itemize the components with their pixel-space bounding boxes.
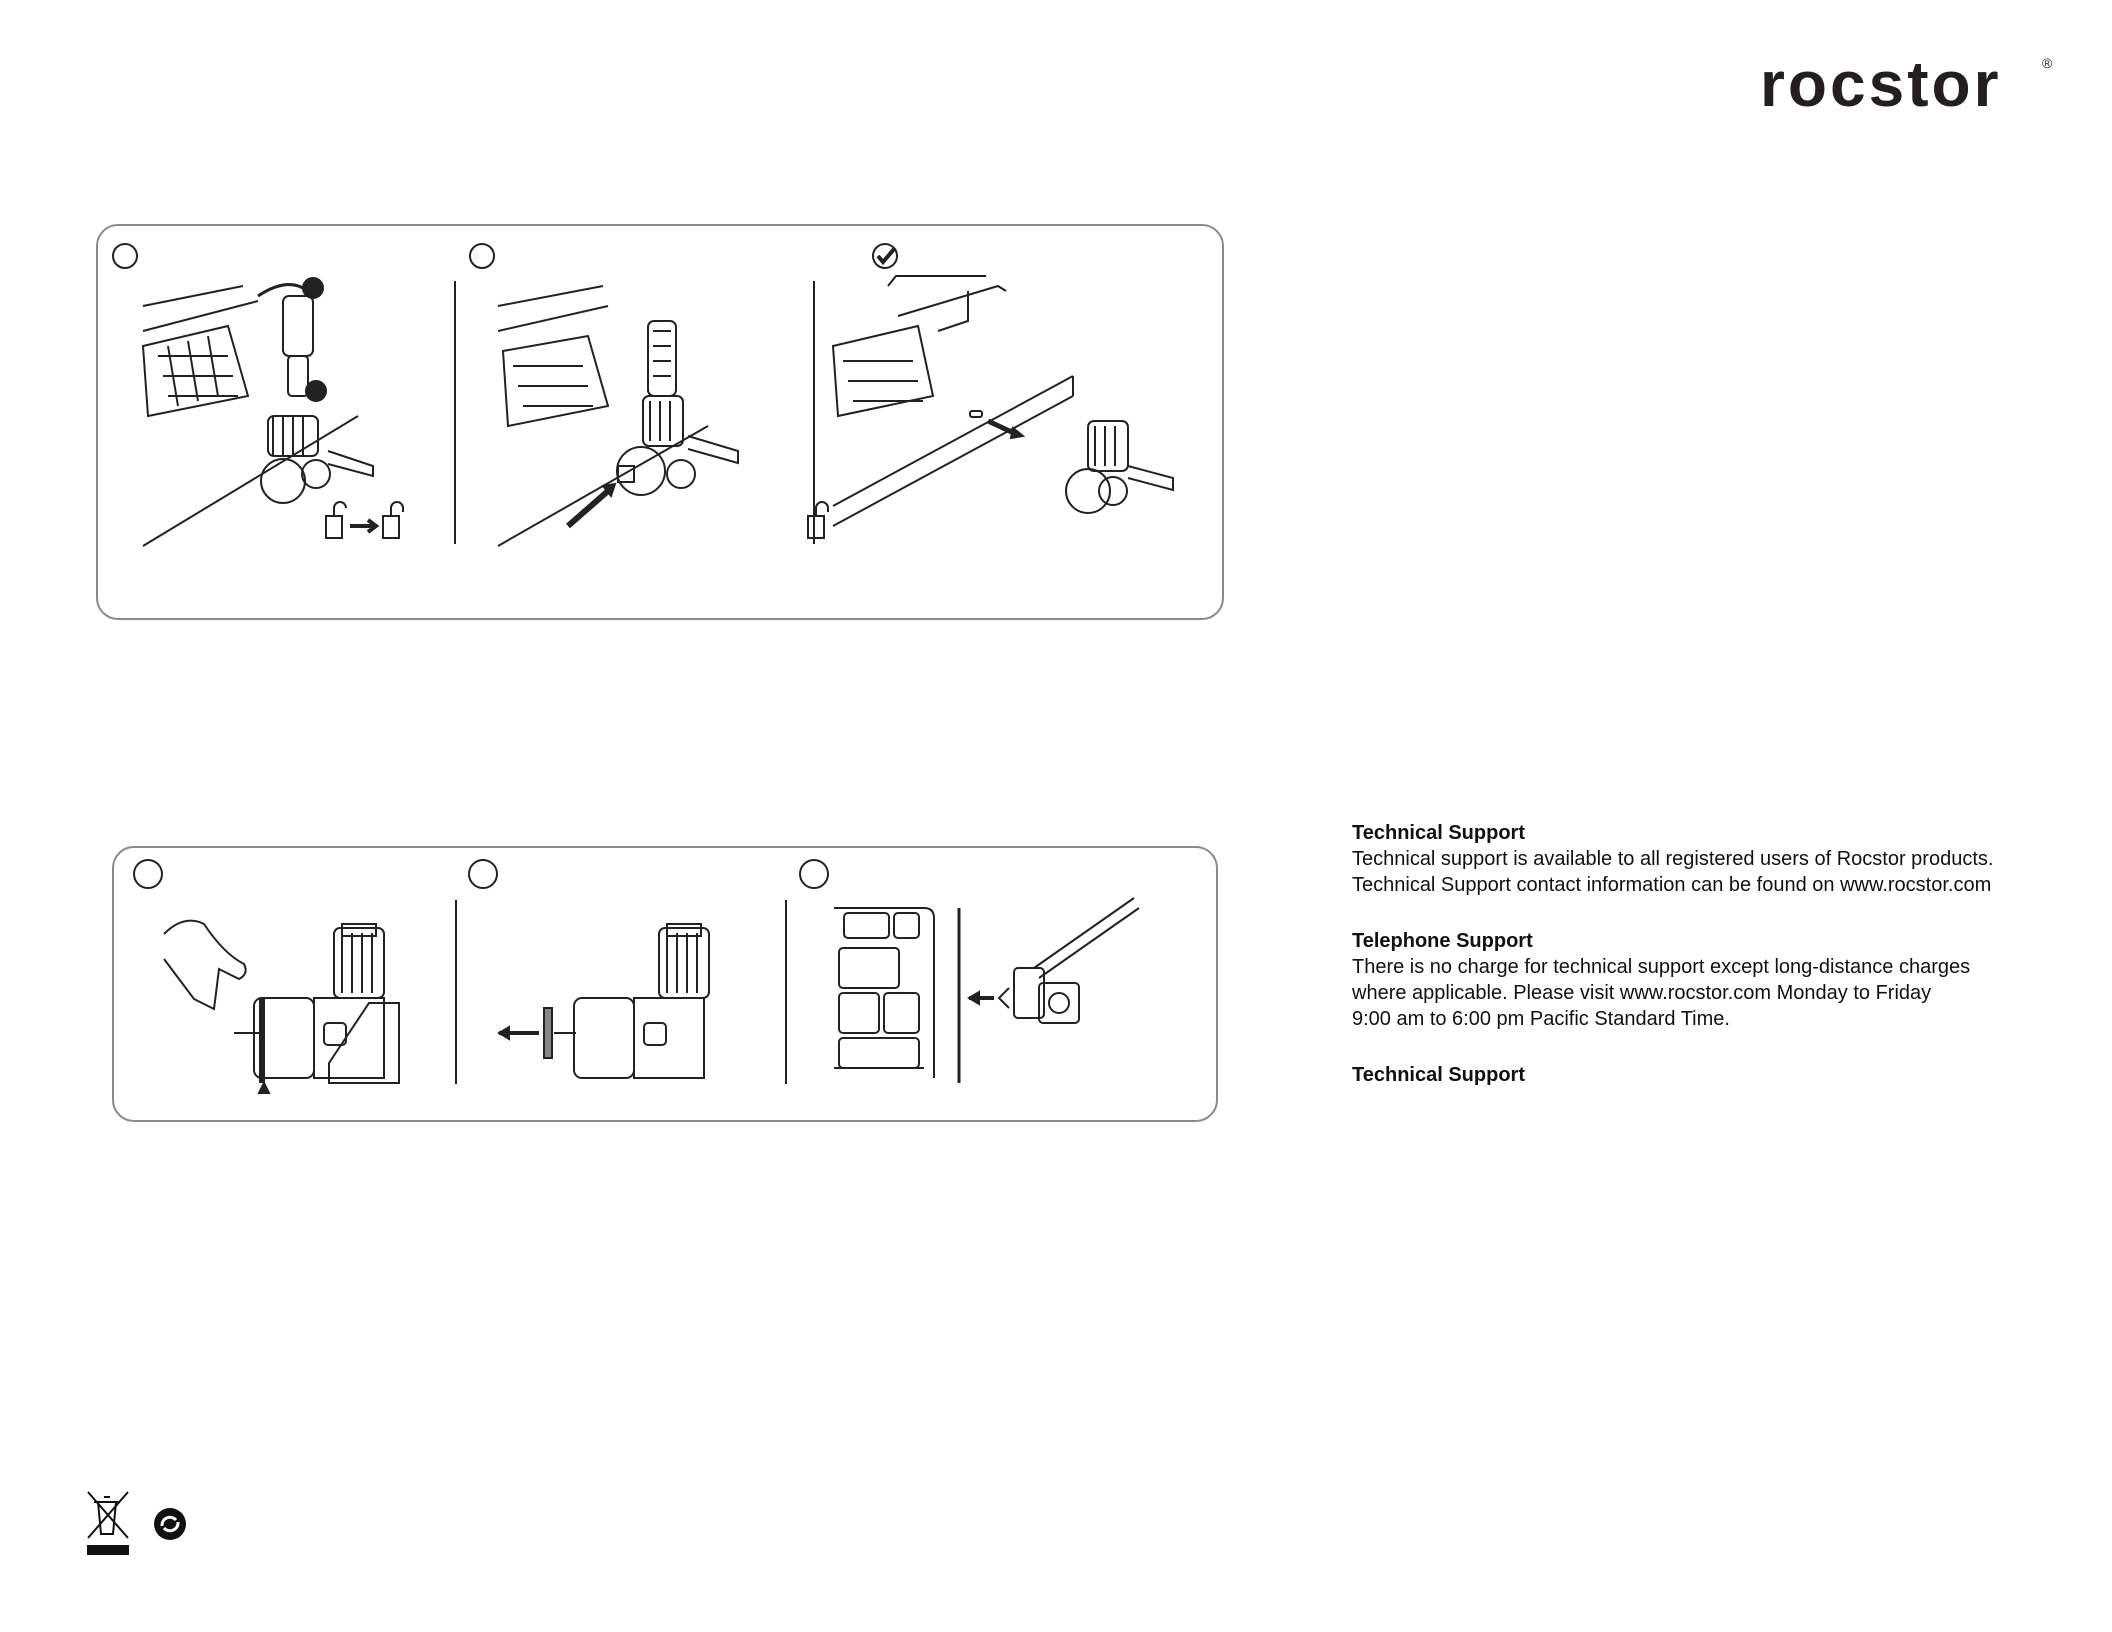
telephone-support-line-3: 9:00 am to 6:00 pm Pacific Standard Time. bbox=[1352, 1008, 1730, 1030]
compliance-symbols bbox=[84, 1488, 194, 1558]
telephone-support-block bbox=[1352, 928, 2052, 1032]
step-2-marker bbox=[470, 244, 494, 268]
footer-support-heading: Technical Support bbox=[1352, 1064, 1525, 1086]
hand-remove-adhesive-illustration bbox=[164, 921, 399, 1093]
step-3-marker bbox=[800, 860, 828, 888]
rocstor-logo bbox=[1760, 44, 2060, 124]
laptop-lock-press-button-illustration bbox=[498, 286, 828, 546]
technical-support-line-1: Technical support is available to all registered users of Rocstor products. bbox=[1352, 848, 1994, 870]
unlock-instructions-panel bbox=[96, 224, 1224, 620]
lock-adhesive-removed-illustration bbox=[499, 924, 709, 1078]
registered-mark: ® bbox=[2042, 55, 2053, 71]
laptop-lock-removed-illustration bbox=[833, 276, 1173, 526]
technical-support-block bbox=[1352, 820, 2052, 898]
footer-support-block bbox=[1352, 1062, 2052, 1088]
support-section bbox=[1352, 820, 2052, 1118]
install-illustration bbox=[114, 848, 1216, 1120]
technical-support-line-2: Technical Support contact information can be found on www.rocstor.com bbox=[1352, 874, 1992, 896]
logo-text: rocstor bbox=[1760, 48, 2002, 120]
lock-attach-to-laptop-illustration bbox=[834, 898, 1139, 1083]
telephone-support-heading: Telephone Support bbox=[1352, 930, 1533, 952]
step-1-marker bbox=[113, 244, 137, 268]
unlock-illustration bbox=[98, 226, 1222, 618]
green-dot-icon bbox=[154, 1508, 186, 1540]
step-1-marker bbox=[134, 860, 162, 888]
check-circle-icon bbox=[873, 244, 897, 268]
telephone-support-line-2: where applicable. Please visit www.rocstor.com Monday to Friday bbox=[1352, 982, 1932, 1004]
step-2-marker bbox=[469, 860, 497, 888]
weee-crossed-bin-icon bbox=[88, 1492, 128, 1554]
install-instructions-panel bbox=[112, 846, 1218, 1122]
laptop-lock-key-turn-illustration bbox=[143, 278, 403, 546]
telephone-support-line-1: There is no charge for technical support except long-distance charges bbox=[1352, 956, 1971, 978]
technical-support-heading: Technical Support bbox=[1352, 822, 1525, 844]
